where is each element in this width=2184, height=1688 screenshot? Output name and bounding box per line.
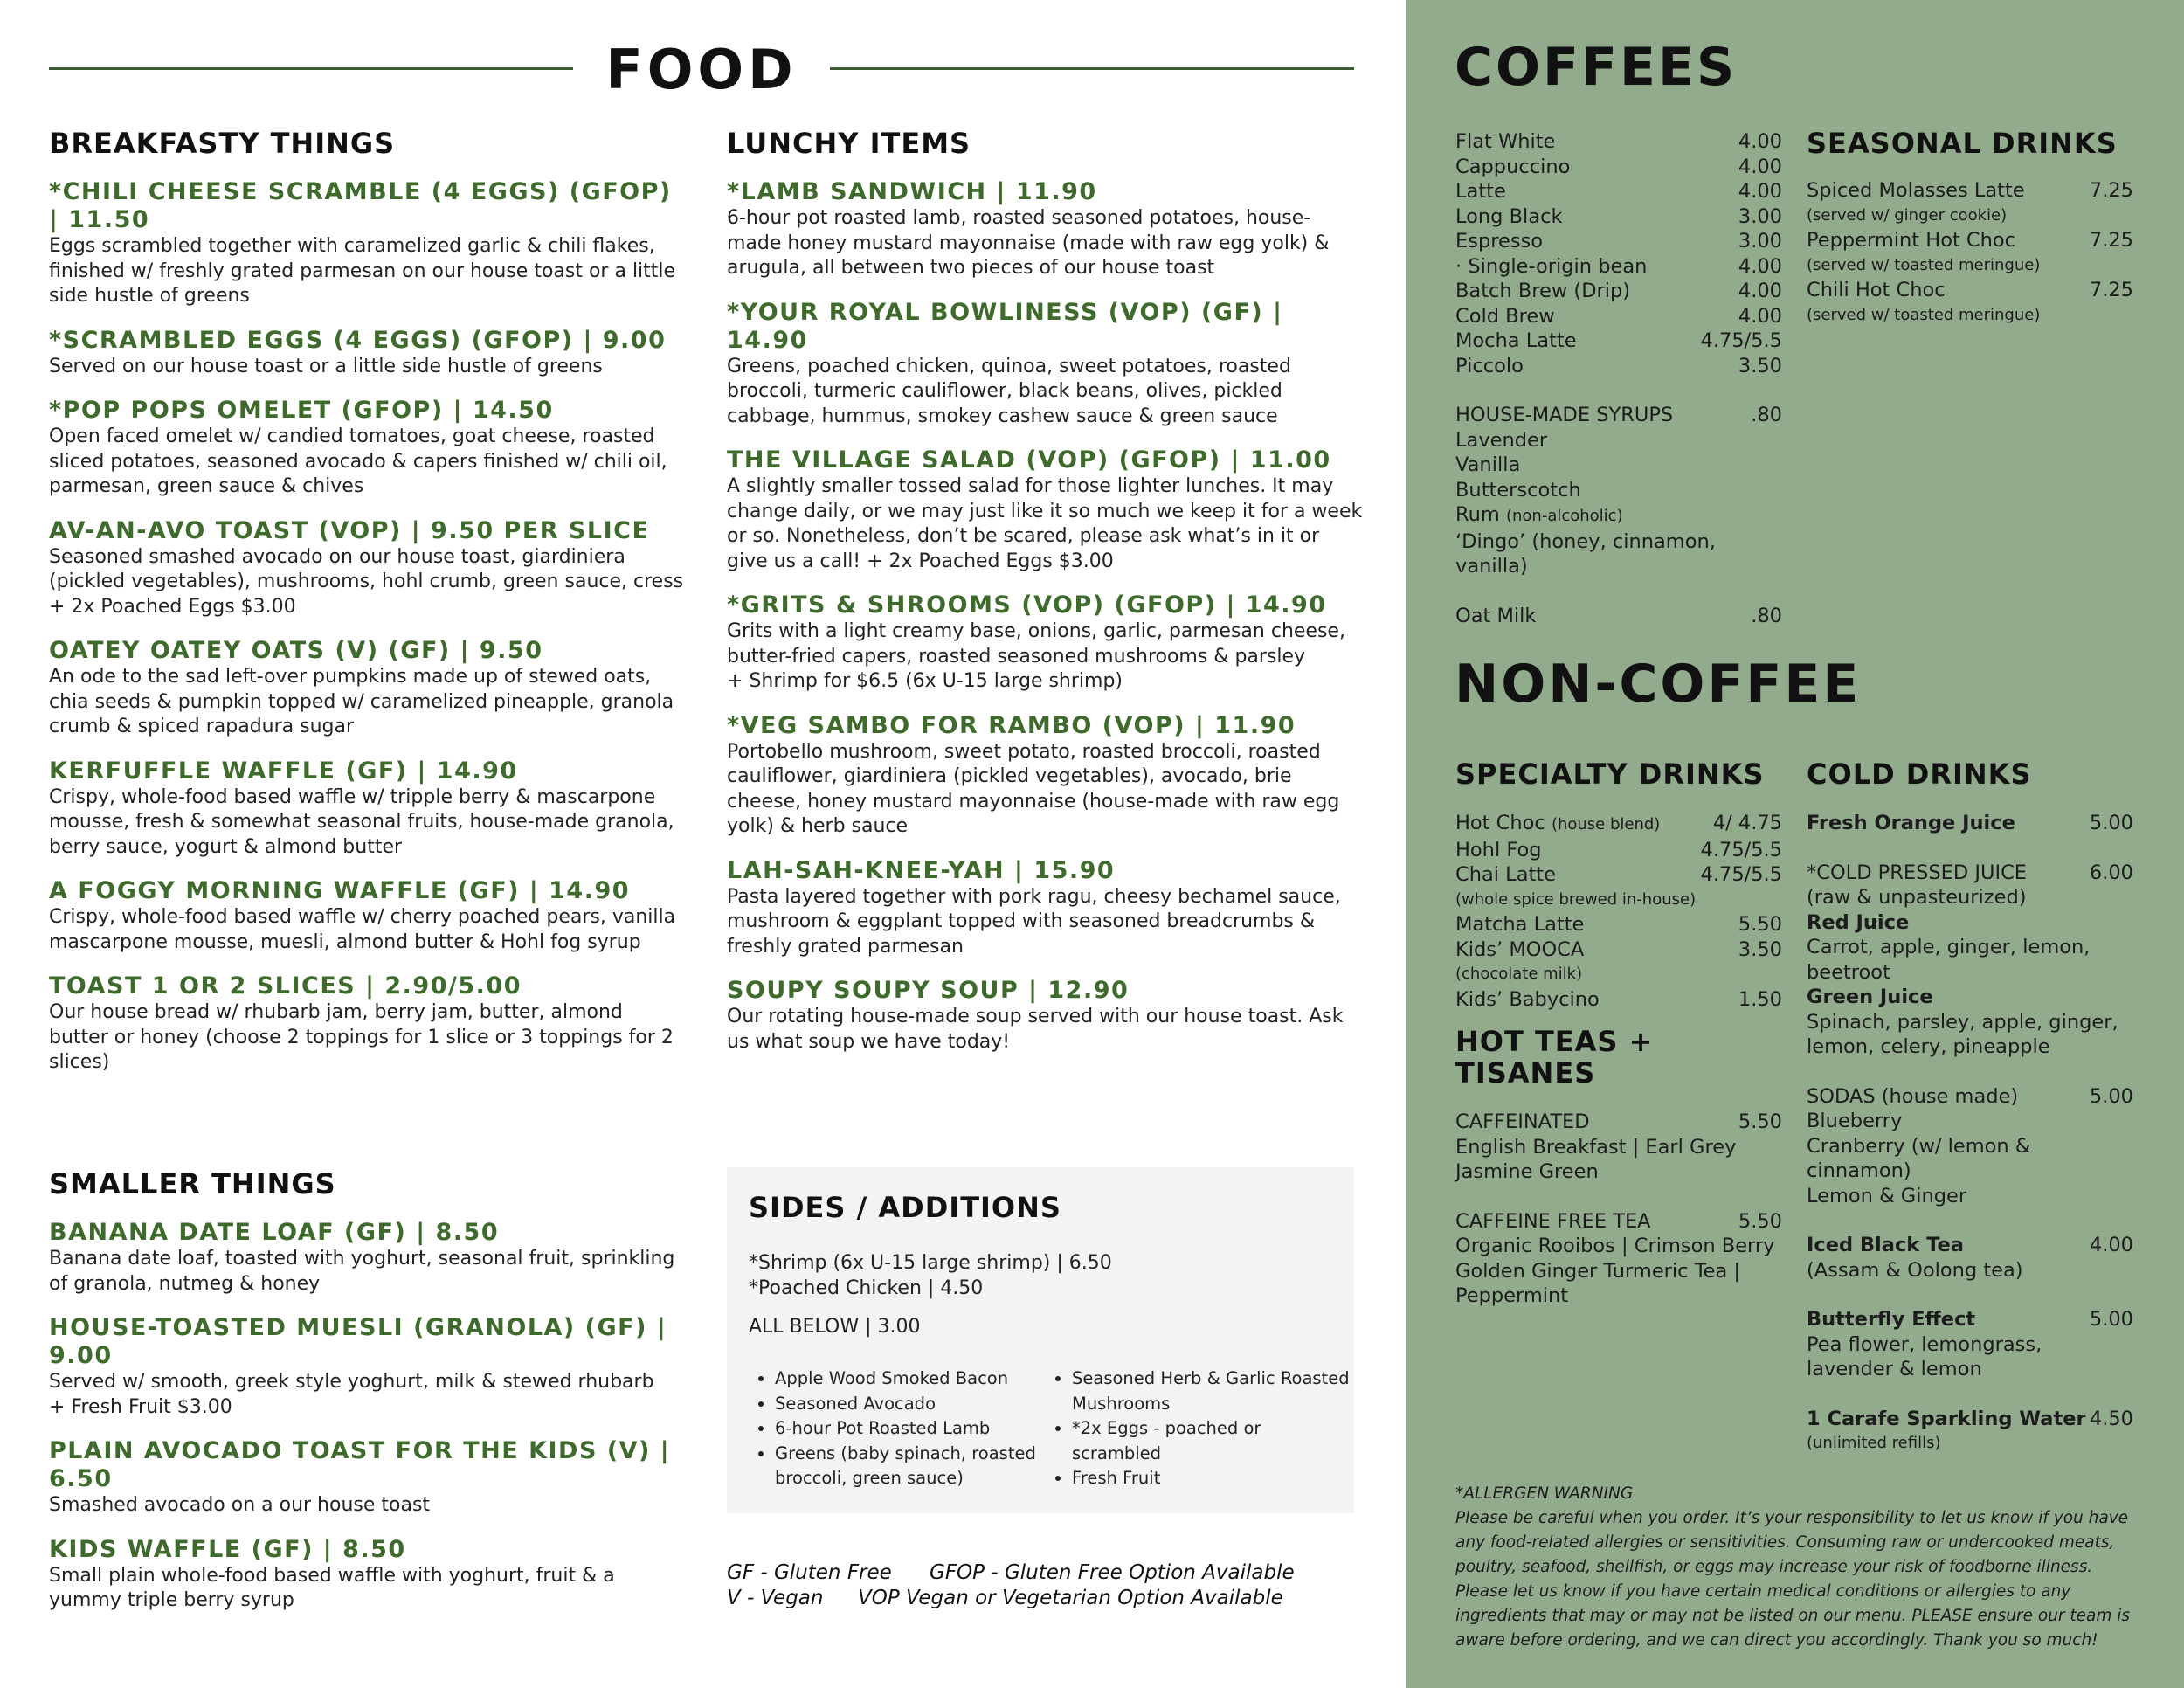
menu-item-name: *POP POPS OMELET (GFOP) | 14.50 (49, 397, 554, 424)
drink-matcha: Matcha Latte 5.50 (1455, 913, 1782, 936)
coffee-item (1455, 329, 1782, 354)
menu-item-desc: Our rotating house-made soup served with our house toast. Ask us what soup we have today! (727, 1006, 1344, 1053)
section-title: LUNCHY ITEMS (727, 127, 971, 160)
menu-item (49, 327, 687, 380)
side-item: • Apple Wood Smoked Bacon (775, 1366, 1037, 1392)
coffee-name: Cappuccino (1455, 155, 1571, 178)
coffee-name: Batch Brew (Drip) (1455, 280, 1631, 302)
menu-item-desc: Smashed avocado on a our house toast (49, 1494, 431, 1516)
seasonal-section (1807, 128, 2133, 328)
allergen-text: Please be careful when you order. It’s your responsibility to let us know if you have any food-related allergies or sensitivities. Consuming raw or undercooked meats, poultry, seafood, shellfish, or eggs may increase your risk of foodborne illness. Please let us know if you have certain medical conditions or allergies to any ingredients that may or may not be listed on our menu. PLEASE ensure our team is aware before ordering, and we can direct you accordingly. Thank you so much! (1455, 1509, 2131, 1650)
soda-flavor: Blueberry (1807, 1110, 1903, 1132)
green-juice-desc: Spinach, parsley, apple, ginger, lemon, celery, pineapple (1807, 1010, 2118, 1058)
side-item: • Greens (baby spinach, roasted broccoli, green sauce) (775, 1442, 1037, 1491)
butterfly-desc: Pea flower, lemongrass, lavender & lemon (1807, 1332, 2042, 1380)
menu-item (727, 977, 1365, 1055)
sodas-list (1807, 1109, 2133, 1208)
menu-item-name: *CHILI CHEESE SCRAMBLE (4 EGGS) (GFOP) | 11.50 (49, 178, 672, 233)
coffee-item (1455, 204, 1782, 230)
menu-item (49, 758, 687, 861)
sides-below-price: ALL BELOW | 3.00 (749, 1316, 921, 1338)
menu-item (49, 877, 687, 955)
side-item: • 6-hour Pot Roasted Lamb (775, 1416, 1037, 1442)
menu-item (727, 299, 1365, 430)
coffee-price: 4.00 (1738, 180, 1782, 203)
noncoffee-title: NON-COFFEE (1455, 654, 1862, 715)
seasonal-items (1807, 178, 2133, 328)
coffee-item (1455, 229, 1782, 254)
menu-item-name: *GRITS & SHROOMS (VOP) (GFOP) | 14.90 (727, 591, 1327, 619)
tea-caffeine-free: CAFFEINE FREE TEA 5.50 (1455, 1209, 1782, 1233)
coffee-name: Espresso (1455, 230, 1544, 253)
section-title: SMALLER THINGS (49, 1167, 336, 1200)
menu-item-name: BANANA DATE LOAF (GF) | 8.50 (49, 1219, 500, 1246)
cold-sodas: SODAS (house made) 5.00 (1807, 1084, 2133, 1108)
sides-title: SIDES / ADDITIONS (749, 1191, 1061, 1224)
coffee-price: 4.00 (1738, 130, 1782, 153)
side-item: • Fresh Fruit (1072, 1466, 1351, 1491)
tea-free-line1: Organic Rooibos | Crimson Berry (1455, 1235, 1775, 1257)
side-item: • Seasoned Avocado (775, 1392, 1037, 1417)
menu-item-name: *SCRAMBLED EGGS (4 EGGS) (GFOP) | 9.00 (49, 326, 667, 354)
syrups-title: HOUSE-MADE SYRUPS (1455, 404, 1674, 426)
breakfast-section (49, 128, 687, 1093)
red-juice: Red Juice (1807, 910, 1910, 934)
seasonal-item (1807, 178, 2133, 204)
menu-item-desc: Small plain whole-food based waffle with yoghurt, fruit & a yummy triple berry syrup (49, 1564, 615, 1611)
coffee-item (1455, 304, 1782, 329)
menu-item-name: A FOGGY MORNING WAFFLE (GF) | 14.90 (49, 877, 631, 904)
seasonal-title: SEASONAL DRINKS (1807, 127, 2118, 160)
cold-title: COLD DRINKS (1807, 758, 2032, 791)
syrup-rum: Rum (non-alcoholic) (1455, 503, 1623, 526)
menu-item (727, 446, 1365, 574)
allergen-title: *ALLERGEN WARNING (1455, 1484, 1634, 1503)
menu-item-desc: Crispy, whole-food based waffle w/ tripple berry & mascarpone mousse, fresh & somewhat seasonal fruits, house-made granola, berry sauce, yogurt & almond butter (49, 785, 674, 858)
soda-flavor: Cranberry (w/ lemon & cinnamon) (1807, 1134, 2031, 1182)
legend-v: V - Vegan (727, 1587, 824, 1609)
menu-item-extra: + Shrimp for $6.5 (6x U-15 large shrimp) (727, 670, 1123, 692)
seasonal-item (1807, 228, 2133, 253)
menu-item-desc: 6-hour pot roasted lamb, roasted seasoned potatoes, house-made honey mustard mayonnaise (made with raw egg yolk) & arugula, all between two pieces of our house toast (727, 207, 1330, 279)
cold-butterfly: Butterfly Effect 5.00 (1807, 1308, 2133, 1331)
coffee-price: 4.00 (1738, 304, 1782, 328)
syrup-dingo: ‘Dingo’ (honey, cinnamon, vanilla) (1455, 529, 1716, 578)
syrup-item: Lavender (1455, 428, 1548, 452)
specialty-title: SPECIALTY DRINKS (1455, 758, 1765, 791)
menu-item-name: KIDS WAFFLE (GF) | 8.50 (49, 1535, 406, 1563)
side-item: • *2x Eggs - poached or scrambled (1072, 1416, 1351, 1466)
coffee-price: 4.00 (1738, 155, 1782, 178)
drink-chai: Chai Latte 4.75/5.5 (1455, 863, 1782, 886)
sides-list-b (1046, 1366, 1351, 1491)
tea-caffeinated: CAFFEINATED 5.50 (1455, 1110, 1782, 1133)
menu-item (49, 1219, 687, 1297)
menu-item-desc: An ode to the sad left-over pumpkins made up of stewed oats, chia seeds & pumpkin topped w/ caramelized pineapple, granola crumb & spiced rapadura sugar (49, 666, 674, 737)
menu-item-desc: Portobello mushroom, sweet potato, roasted broccoli, roasted cauliflower, giardiniera (pickled vegetables), avocado, brie cheese, honey mustard mayonnaise (house-made with raw egg yolk) & herb sauce (727, 740, 1340, 837)
section-title: BREAKFASTY THINGS (49, 127, 396, 160)
menu-item (49, 637, 687, 740)
green-juice: Green Juice (1807, 986, 1933, 1008)
allergen-warning (1455, 1482, 2137, 1653)
specialty-section (1455, 758, 1782, 1309)
tea-caf-line2: Jasmine Green (1455, 1160, 1599, 1183)
coffee-name: · Single-origin bean (1455, 254, 1648, 278)
divider-right (830, 67, 1354, 70)
seasonal-name: Spiced Molasses Latte (1807, 179, 2025, 202)
menu-item-desc: Seasoned smashed avocado on our house toast, giardiniera (pickled vegetables), mushrooms, hohl crumb, green sauce, cress (49, 545, 684, 592)
menu-item-name: THE VILLAGE SALAD (VOP) (GFOP) | 11.00 (727, 446, 1331, 474)
seasonal-price: 7.25 (2089, 179, 2133, 202)
menu-item-name: *YOUR ROYAL BOWLINESS (VOP) (GF) | 14.90 (727, 298, 1283, 354)
drink-hohl-fog: Hohl Fog 4.75/5.5 (1455, 838, 1782, 861)
coffee-item (1455, 155, 1782, 180)
coffee-item (1455, 179, 1782, 204)
oat-milk: Oat Milk .80 (1455, 604, 1782, 627)
mooca-note: (chocolate milk) (1455, 965, 1583, 983)
menu-item (49, 1536, 687, 1614)
tea-free-line3: Peppermint (1455, 1284, 1569, 1307)
menu-item (727, 591, 1365, 695)
cold-oj: Fresh Orange Juice 5.00 (1807, 812, 2133, 834)
menu-item-name: AV-AN-AVO TOAST (VOP) | 9.50 PER SLICE (49, 516, 650, 544)
drink-hot-choc: Hot Choc (house blend) 4/ 4.75 (1455, 812, 1782, 834)
menu-item-name: OATEY OATEY OATS (V) (GF) | 9.50 (49, 637, 543, 664)
menu-item (49, 397, 687, 500)
cold-iced-tea: Iced Black Tea 4.00 (1807, 1234, 2133, 1256)
coffee-items (1455, 129, 1782, 378)
seasonal-item (1807, 278, 2133, 303)
cold-section (1807, 758, 2133, 1456)
smaller-section (49, 1168, 687, 1631)
coffee-name: Flat White (1455, 130, 1556, 153)
coffee-item (1455, 354, 1782, 379)
red-juice-desc: Carrot, apple, ginger, lemon, beetroot (1807, 936, 2091, 984)
menu-item-desc: Eggs scrambled together with caramelized garlic & chili flakes, finished w/ freshly grated parmesan on our house toast or a little side hustle of greens (49, 235, 676, 307)
menu-item (49, 517, 687, 620)
coffee-price: 3.00 (1738, 204, 1782, 228)
syrups-header (1455, 403, 1782, 428)
coffee-item (1455, 254, 1782, 280)
syrup-items (1455, 428, 1782, 503)
menu-item-desc: Crispy, whole-food based waffle w/ cherry poached pears, vanilla mascarpone mousse, muesli, almond butter & Hohl fog syrup (49, 906, 676, 953)
diet-legend (727, 1560, 1295, 1611)
menu-item-extra: + 2x Poached Eggs $3.00 (49, 595, 296, 618)
chai-note: (whole spice brewed in-house) (1455, 889, 1697, 909)
food-title: FOOD (605, 38, 798, 101)
menu-item (727, 178, 1365, 281)
lunch-section (727, 128, 1365, 1072)
coffee-price: 4.00 (1738, 280, 1782, 302)
side-chicken: *Poached Chicken | 4.50 (749, 1276, 984, 1299)
smaller-items (49, 1219, 687, 1614)
coffee-name: Latte (1455, 180, 1506, 203)
menu-item-desc: Our house bread w/ rhubarb jam, berry jam, butter, almond butter or honey (choose 2 toppings for 1 slice or 3 toppings for 2 slices) (49, 1001, 674, 1073)
coffee-name: Mocha Latte (1455, 329, 1577, 352)
menu-item-name: *LAMB SANDWICH | 11.90 (727, 178, 1097, 205)
legend-gf: GF - Gluten Free (727, 1561, 892, 1584)
side-item: • Seasoned Herb & Garlic Roasted Mushrooms (1072, 1366, 1351, 1416)
coffee-item (1455, 129, 1782, 155)
coffee-item (1455, 279, 1782, 304)
drink-babycino: Kids’ Babycino 1.50 (1455, 987, 1782, 1011)
syrup-item: Vanilla (1455, 453, 1521, 476)
menu-item-desc: Served w/ smooth, greek style yoghurt, milk & stewed rhubarb (49, 1371, 654, 1393)
tea-free-line2: Golden Ginger Turmeric Tea | (1455, 1259, 1740, 1283)
menu-item-desc: Pasta layered together with pork ragu, cheesy bechamel sauce, mushroom & eggplant topped with seasoned breadcrumbs & freshly grated parmesan (727, 885, 1341, 958)
sides-list-a (749, 1366, 1037, 1491)
coffees-title: COFFEES (1455, 37, 1738, 98)
cpj-note: (raw & unpasteurized) (1807, 886, 2027, 909)
menu-item (49, 1314, 687, 1420)
coffee-name: Piccolo (1455, 354, 1524, 377)
menu-item-name: *VEG SAMBO FOR RAMBO (VOP) | 11.90 (727, 711, 1296, 739)
menu-item-name: TOAST 1 OR 2 SLICES | 2.90/5.00 (49, 972, 522, 1000)
seasonal-price: 7.25 (2089, 229, 2133, 252)
tea-caf-line1: English Breakfast | Earl Grey (1455, 1135, 1737, 1159)
carafe-note: (unlimited refills) (1807, 1434, 1941, 1452)
soda-flavor: Lemon & Ginger (1807, 1184, 1967, 1207)
seasonal-name: Peppermint Hot Choc (1807, 229, 2016, 252)
seasonal-note: (served w/ toasted meringue) (1807, 255, 2041, 274)
drink-mooca: Kids’ MOOCA 3.50 (1455, 937, 1782, 961)
syrup-item: Butterscotch (1455, 478, 1581, 502)
legend-vop: VOP Vegan or Vegetarian Option Available (858, 1587, 1283, 1609)
menu-item-desc: Greens, poached chicken, quinoa, sweet potatoes, roasted broccoli, turmeric cauliflower, black beans, olives, pickled cabbage, hummus, smokey cashew sauce & green sauce (727, 355, 1291, 427)
menu-item (49, 972, 687, 1076)
legend-gfop: GFOP - Gluten Free Option Available (930, 1561, 1295, 1584)
sides-lines (749, 1251, 1112, 1301)
coffee-price: 3.50 (1738, 354, 1782, 377)
menu-item-name: KERFUFFLE WAFFLE (GF) | 14.90 (49, 757, 518, 785)
lunch-items (727, 178, 1365, 1055)
menu-item-desc: Grits with a light creamy base, onions, garlic, parmesan cheese, butter-fried capers, roasted seasoned mushrooms & parsley (727, 620, 1345, 668)
menu-item-desc: A slightly smaller tossed salad for those lighter lunches. It may change daily, or we may just like it so much we keep it for a week or so. Nonetheless, don’t be scared, please ask what’s in it or give us a call! + 2x Poached Eggs $3.00 (727, 475, 1363, 572)
menu-item-desc: Served on our house toast or a little side hustle of greens (49, 355, 603, 377)
menu-item-name: SOUPY SOUPY SOUP | 12.90 (727, 977, 1130, 1004)
sides-box (727, 1167, 1354, 1513)
seasonal-note: (served w/ toasted meringue) (1807, 305, 2041, 324)
menu-item (49, 1437, 687, 1519)
coffee-name: Long Black (1455, 204, 1563, 228)
seasonal-price: 7.25 (2089, 279, 2133, 301)
menu-item-extra: + Fresh Fruit $3.00 (49, 1395, 232, 1418)
coffee-name: Cold Brew (1455, 304, 1555, 328)
syrups-price: .80 (1751, 404, 1782, 426)
food-header (49, 35, 1354, 105)
menu-item (727, 712, 1365, 840)
menu-item-name: PLAIN AVOCADO TOAST FOR THE KIDS (V) | 6.50 (49, 1437, 671, 1492)
teas-title: HOT TEAS + TISANES (1455, 1025, 1654, 1090)
seasonal-note: (served w/ ginger cookie) (1807, 205, 2008, 225)
menu-item (49, 178, 687, 309)
cold-carafe: 1 Carafe Sparkling Water 4.50 (1807, 1407, 2133, 1430)
side-shrimp: *Shrimp (6x U-15 large shrimp) | 6.50 (749, 1252, 1112, 1274)
menu-item-name: HOUSE-TOASTED MUESLI (GRANOLA) (GF) | 9.00 (49, 1314, 667, 1369)
menu-item-desc: Open faced omelet w/ candied tomatoes, goat cheese, roasted sliced potatoes, seasoned avocado & capers finished w/ chili oil, parmesan, green sauce & chives (49, 425, 667, 497)
coffee-price: 4.75/5.5 (1700, 329, 1782, 352)
coffee-price: 3.00 (1738, 230, 1782, 253)
seasonal-name: Chili Hot Choc (1807, 279, 1946, 301)
menu-item-desc: Banana date loaf, toasted with yoghurt, seasonal fruit, sprinkling of granola, nutmeg & honey (49, 1248, 675, 1295)
coffees-list (1455, 129, 1782, 628)
menu-item-name: LAH-SAH-KNEE-YAH | 15.90 (727, 856, 1116, 884)
cold-cpj: *COLD PRESSED JUICE 6.00 (1807, 861, 2133, 884)
iced-tea-note: (Assam & Oolong tea) (1807, 1258, 2023, 1282)
menu-item (727, 857, 1365, 960)
coffee-price: 4.00 (1738, 254, 1782, 278)
breakfast-items (49, 178, 687, 1076)
